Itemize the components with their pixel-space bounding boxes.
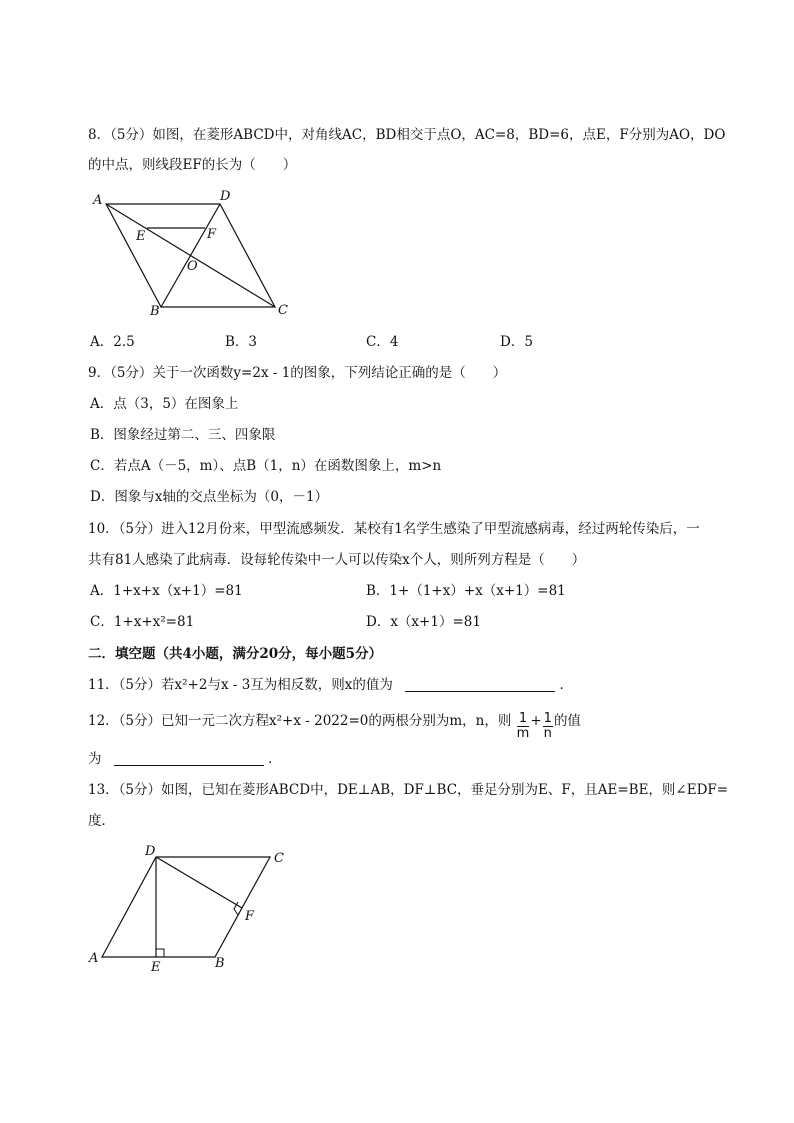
- q12-text: 12．（5分）已知一元二次方程x²+x - 2022=0的两根分别为m，n，则: [88, 713, 512, 729]
- q8-label-d: D: [220, 189, 231, 204]
- q12-plus: +: [530, 713, 542, 729]
- q13-rhombus-figure: [88, 842, 298, 977]
- q10-option-b[interactable]: B．1+（1+x）+x（x+1）=81: [366, 583, 566, 599]
- q13-label-d: D: [145, 844, 156, 859]
- q10-stem-line1: 10．（5分）进入12月份来，甲型流感频发．某校有1名学生感染了甲型流感病毒，经过两轮传染后，一: [88, 521, 700, 537]
- q11-end-punct: ．: [559, 677, 573, 693]
- q10-option-c[interactable]: C．1+x+x²=81: [90, 614, 195, 630]
- q12-end-punct: ．: [268, 751, 282, 767]
- q9-option-d[interactable]: D．图象与x轴的交点坐标为（0，－1）: [90, 489, 329, 505]
- q12-stem-line1: [88, 712, 581, 741]
- q13-label-c: C: [274, 851, 284, 866]
- q10-option-d[interactable]: D．x（x+1）=81: [366, 614, 481, 630]
- q9-option-c[interactable]: C．若点A（－5，m）、点B（1，n）在函数图象上，m>n: [90, 458, 442, 474]
- q8-option-c[interactable]: C．4: [366, 334, 399, 350]
- q11-stem: [88, 676, 573, 694]
- q13-label-f: F: [245, 909, 255, 924]
- q13-stem-line2: 度．: [88, 813, 115, 829]
- q12-frac1-denominator: m: [516, 726, 530, 741]
- q8-stem-line2: 的中点，则线段EF的长为（ ）: [88, 157, 297, 173]
- q12-text-wei: 为: [88, 751, 102, 767]
- q12-frac1-numerator: 1: [517, 712, 530, 727]
- q12-frac2-denominator: n: [543, 726, 552, 741]
- q13-label-e: E: [151, 960, 161, 975]
- q12-text-end: 的值: [553, 713, 581, 729]
- q8-label-c: C: [278, 303, 288, 318]
- q9-option-a[interactable]: A．点（3，5）在图象上: [90, 396, 239, 412]
- q12-frac2-numerator: 1: [543, 711, 552, 726]
- q8-rhombus-figure: [90, 186, 300, 321]
- q8-label-o: O: [187, 259, 198, 274]
- q10-stem-line2: 共有81人感染了此病毒．设每轮传染中一人可以传染x个人，则所列方程是（ ）: [88, 552, 586, 568]
- q11-answer-blank[interactable]: [405, 677, 555, 692]
- q13-label-b: B: [215, 956, 225, 971]
- q8-option-d[interactable]: D．5: [500, 334, 533, 350]
- q8-option-a[interactable]: A．2.5: [90, 334, 135, 350]
- q9-option-b[interactable]: B．图象经过第二、三、四象限: [90, 427, 276, 443]
- q10-option-a[interactable]: A．1+x+x（x+1）=81: [90, 583, 243, 599]
- q12-stem-line2: [88, 750, 282, 768]
- q13-stem-line1: 13．（5分）如图，已知在菱形ABCD中，DE⊥AB，DF⊥BC，垂足分别为E、F，且AE=BE，则∠EDF=: [88, 782, 729, 798]
- q8-label-a: A: [93, 193, 103, 208]
- q13-label-a: A: [89, 951, 99, 966]
- q12-fraction-1-over-n: [543, 712, 553, 741]
- q8-label-e: E: [136, 229, 146, 244]
- q12-fraction-1-over-m: [517, 712, 530, 741]
- q12-answer-blank[interactable]: [114, 751, 264, 766]
- q8-stem-line1: 8．（5分）如图，在菱形ABCD中，对角线AC，BD相交于点O，AC=8，BD=6，点E，F分别为AO，DO: [88, 127, 726, 143]
- section-heading-fill-in: 二．填空题（共4小题，满分20分，每小题5分）: [88, 646, 383, 662]
- q8-label-f: F: [207, 227, 217, 242]
- q11-text: 11．（5分）若x²+2与x - 3互为相反数，则x的值为: [88, 677, 393, 693]
- q9-stem: 9．（5分）关于一次函数y=2x - 1的图象，下列结论正确的是（ ）: [88, 365, 507, 381]
- q8-option-b[interactable]: B．3: [225, 334, 258, 350]
- q8-label-b: B: [150, 304, 160, 319]
